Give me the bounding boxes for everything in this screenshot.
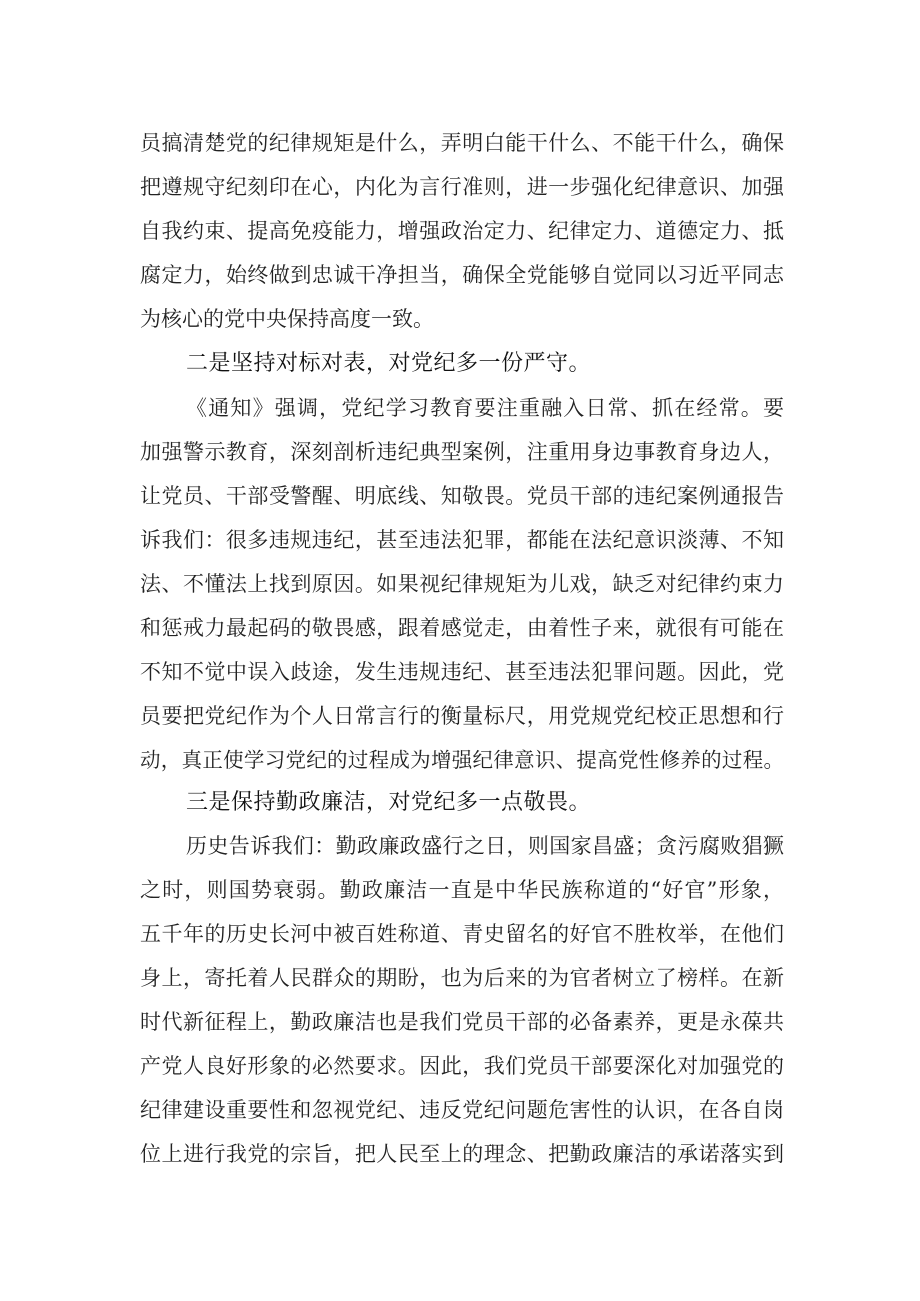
paragraph-line: 让党员、干部受警醒、明底线、知敬畏。党员干部的违纪案例通报告 [140,484,784,508]
paragraph-line: 历史告诉我们：勤政廉政盛行之日，则国家昌盛；贪污腐败猖獗 [186,834,784,858]
paragraph-line: 把遵规守纪刻印在心，内化为言行准则，进一步强化纪律意识、加强 [140,175,784,199]
paragraph-line: 和惩戒力最起码的敬畏感，跟着感觉走，由着性子来，就很有可能在 [140,616,784,640]
paragraph-line: 诉我们：很多违规违纪，甚至违法犯罪，都能在法纪意识淡薄、不知 [140,528,784,552]
paragraph-line: 纪律建设重要性和忽视党纪、违反党纪问题危害性的认识，在各自岗 [140,1098,784,1122]
paragraph-line: 加强警示教育，深刻剖析违纪典型案例，注重用身边事教育身边人， [140,440,784,464]
paragraph-line: 动，真正使学习党纪的过程成为增强纪律意识、提高党性修养的过程。 [140,748,784,772]
section-heading-2: 二是坚持对标对表，对党纪多一份严守。 [186,351,592,376]
paragraph-line: 身上，寄托着人民群众的期盼，也为后来的为官者树立了榜样。在新 [140,966,784,990]
paragraph-line: 员搞清楚党的纪律规矩是什么，弄明白能干什么、不能干什么，确保 [140,131,784,155]
paragraph-line: 为核心的党中央保持高度一致。 [140,307,434,331]
paragraph-line: 时代新征程上，勤政廉洁也是我们党员干部的必备素养，更是永葆共 [140,1010,784,1034]
paragraph-line: 法、不懂法上找到原因。如果视纪律规矩为儿戏，缺乏对纪律约束力 [140,572,784,596]
section-heading-3: 三是保持勤政廉洁，对党纪多一点敬畏。 [186,790,592,815]
paragraph-line: 员要把党纪作为个人日常言行的衡量标尺，用党规党纪校正思想和行 [140,704,784,728]
paragraph-line: 位上进行我党的宗旨，把人民至上的理念、把勤政廉洁的承诺落实到 [140,1142,784,1166]
paragraph-line: 自我约束、提高免疫能力，增强政治定力、纪律定力、道德定力、抵 [140,219,784,243]
paragraph-line: 腐定力，始终做到忠诚干净担当，确保全党能够自觉同以习近平同志 [140,263,784,287]
paragraph-line: 五千年的历史长河中被百姓称道、青史留名的好官不胜枚举，在他们 [140,922,784,946]
paragraph-line: 不知不觉中误入歧途，发生违规违纪、甚至违法犯罪问题。因此，党 [140,660,784,684]
paragraph-line: 之时，则国势衰弱。勤政廉洁一直是中华民族称道的“好官”形象， [140,878,784,902]
paragraph-line: 《通知》强调，党纪学习教育要注重融入日常、抓在经常。要 [186,396,784,420]
paragraph-line: 产党人良好形象的必然要求。因此，我们党员干部要深化对加强党的 [140,1054,784,1078]
